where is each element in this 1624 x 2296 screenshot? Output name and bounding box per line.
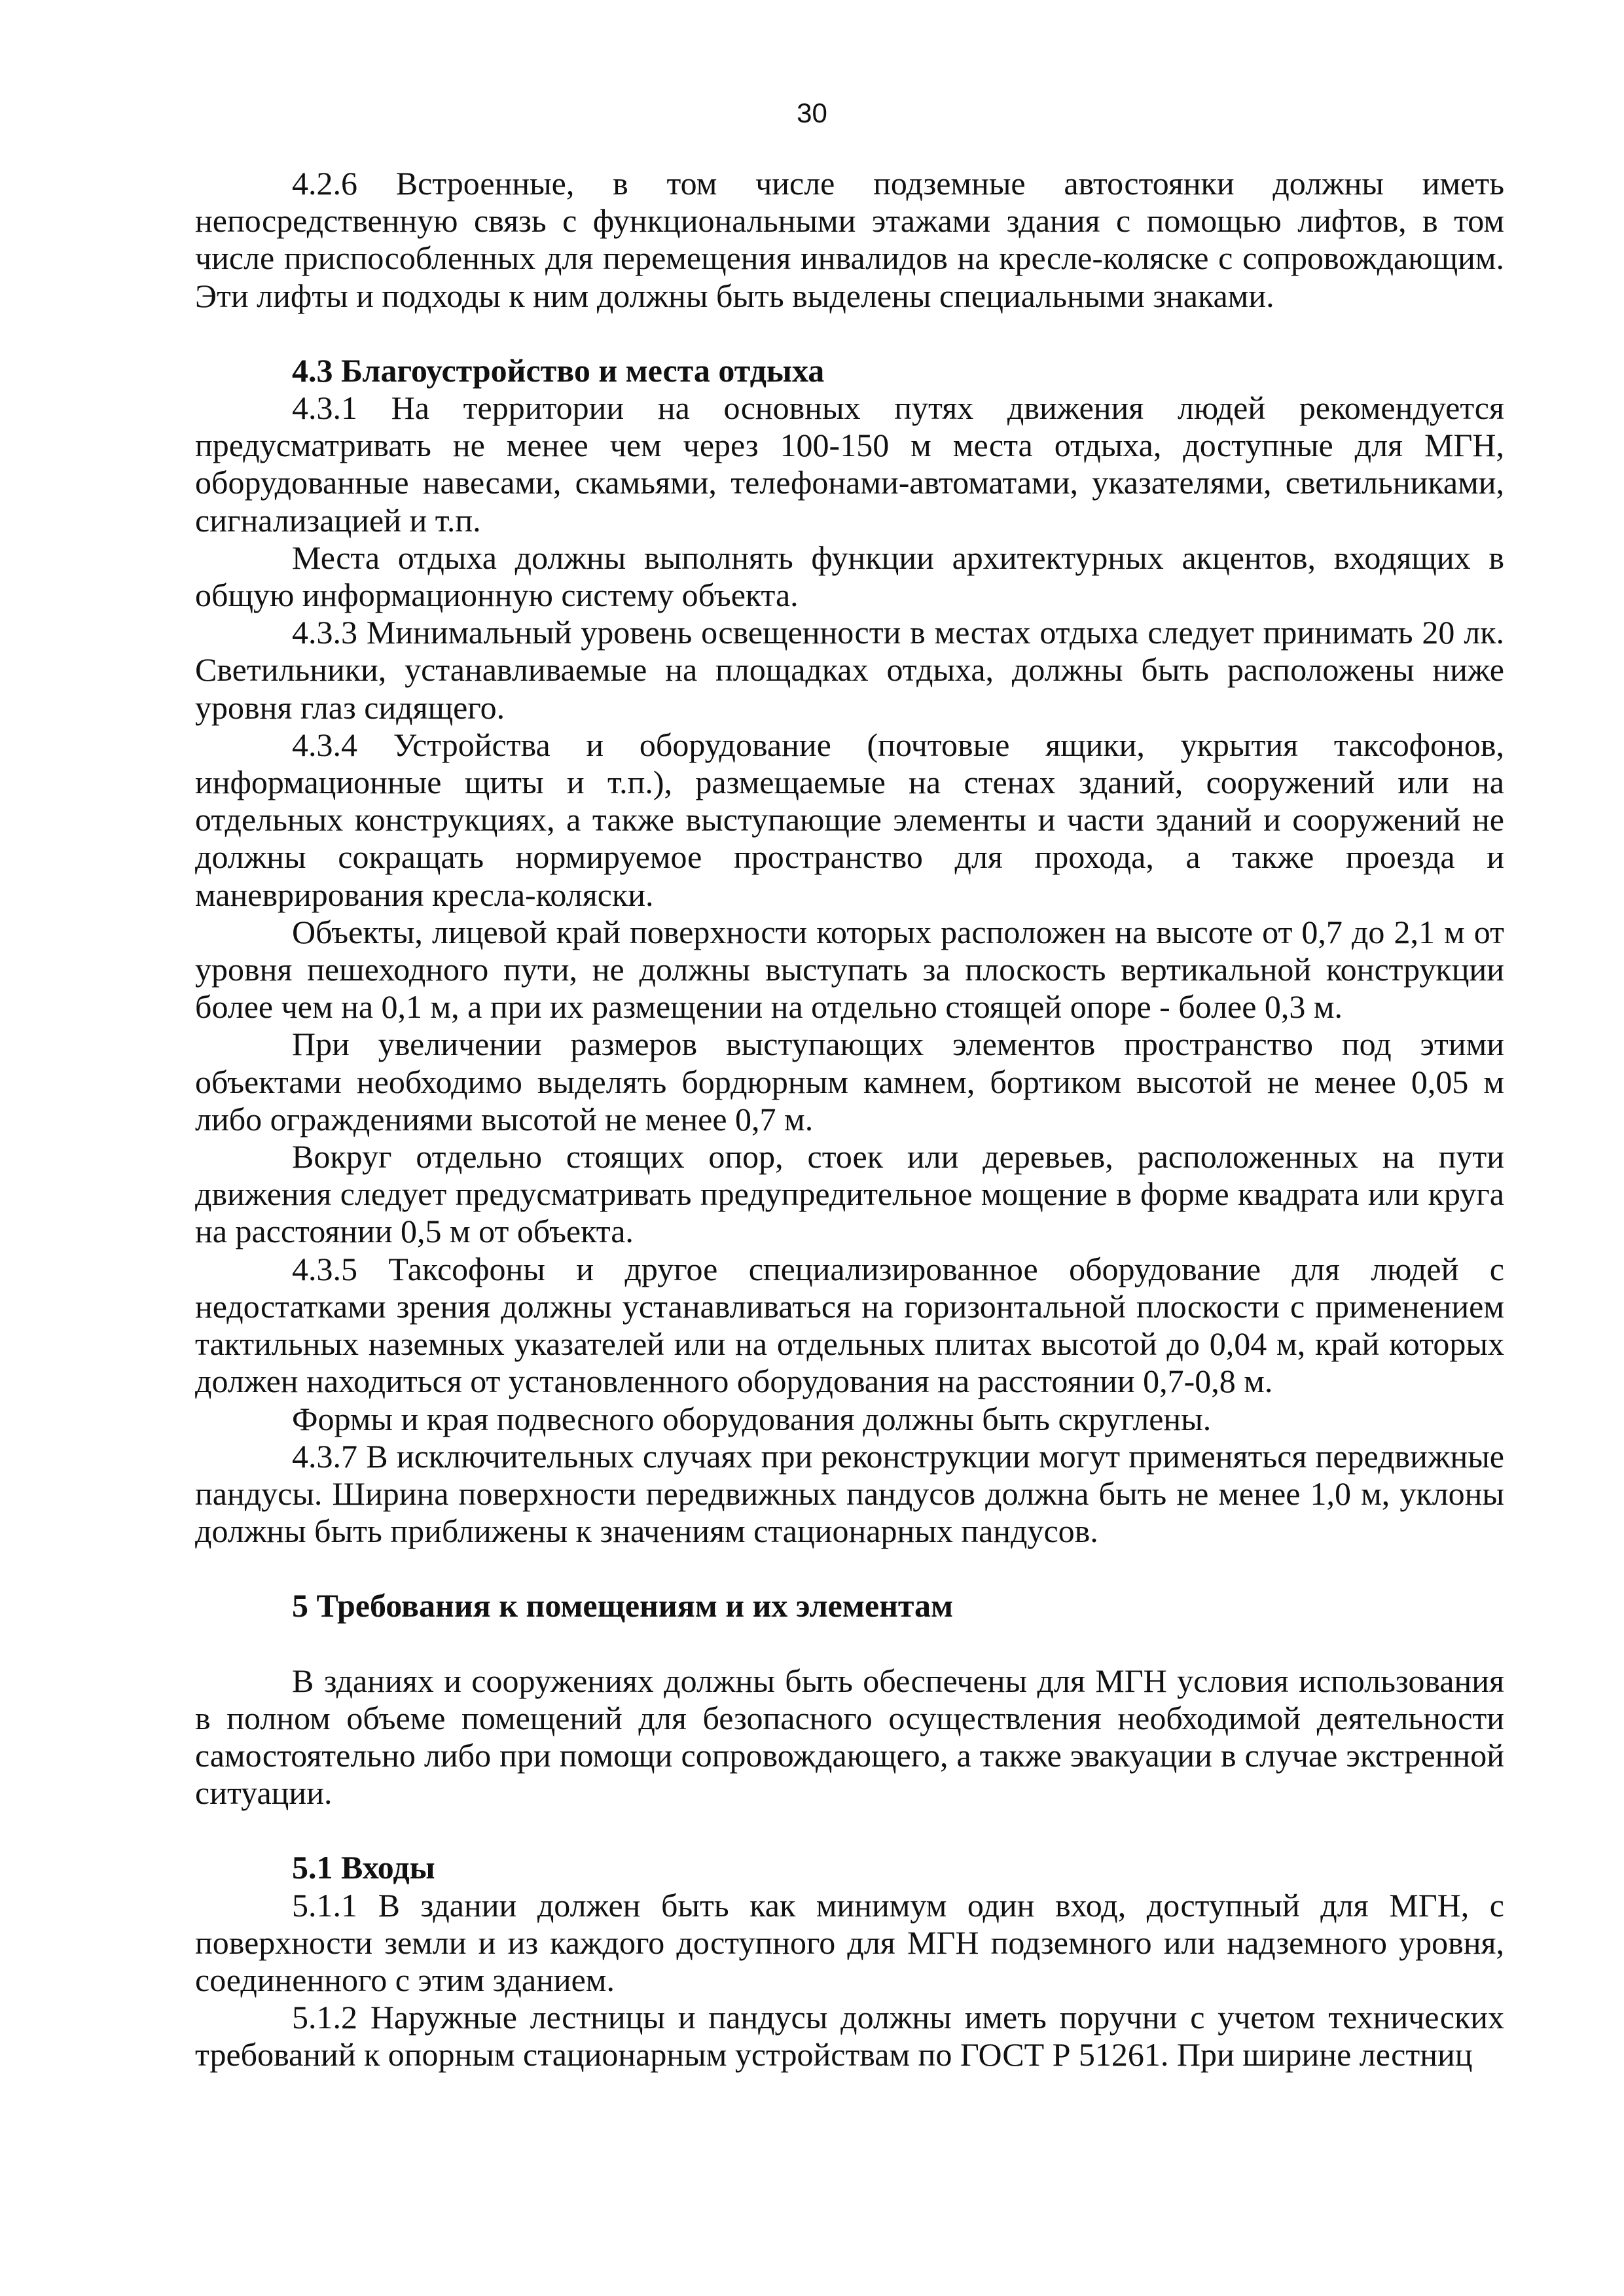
heading-5: 5 Требования к помещениям и их элементам [292,1587,954,1624]
spacer [195,1812,1504,1849]
paragraph-4-3-4-enlarged: При увеличении размеров выступающих элементов пространство под этими объектами необходимо выделять бордюрным камнем, бортиком высотой не менее 0,05 м либо ограждениями высотой не менее 0,7 м. [195,1026,1504,1138]
paragraph-4-2-6: 4.2.6 Встроенные, в том числе подземные автостоянки должны иметь непосредственную связь с функциональными этажами здания с помощью лифтов, в том числе приспособленных для перемещения инвалидов на кресле-коляске с сопровождающим. Эти лифты и подходы к ним должны быть выделены специальными знаками. [195,165,1504,314]
paragraph-5-1-1: 5.1.1 В здании должен быть как минимум один вход, доступный для МГН, с поверхности земли и из каждого доступного для МГН подземного или надземного уровня, соединенного с этим зданием. [195,1886,1504,1998]
paragraph-4-3-3: 4.3.3 Минимальный уровень освещенности в местах отдыха следует принимать 20 лк. Светильники, устанавливаемые на площадках отдыха, должны быть расположены ниже уровня глаз сидящего. [195,614,1504,726]
paragraph-4-3-1-rest-areas: Места отдыха должны выполнять функции архитектурных акцентов, входящих в общую информационную систему объекта. [195,539,1504,614]
paragraph-4-3-4-objects: Объекты, лицевой край поверхности которых расположен на высоте от 0,7 до 2,1 м от уровня пешеходного пути, не должны выступать за плоскость вертикальной конструкции более чем на 0,1 м, а при их размещении на отдельно стоящей опоре - более 0,3 м. [195,913,1504,1026]
page-number: 30 [797,98,827,128]
heading-4-3: 4.3 Благоустройство и места отдыха [292,351,825,389]
paragraph-4-3-5: 4.3.5 Таксофоны и другое специализированное оборудование для людей с недостатками зрения должны устанавливаться на горизонтальной плоскости с применением тактильных наземных указателей или на отдельных плитах высотой до 0,04 м, край которых должен находиться от установленного оборудования на расстоянии 0,7-0,8 м. [195,1250,1504,1400]
spacer [195,1550,1504,1587]
paragraph-4-3-7: 4.3.7 В исключительных случаях при реконструкции могут применяться передвижные пандусы. Ширина поверхности передвижных пандусов должна быть не менее 1,0 м, уклоны должны быть приближены к значениям стационарных пандусов. [195,1437,1504,1550]
document-body [195,165,1504,2074]
paragraph-4-3-4: 4.3.4 Устройства и оборудование (почтовые ящики, укрытия таксофонов, информационные щиты и т.п.), размещаемые на стенах зданий, сооружений или на отдельных конструкциях, а также выступающие элементы и части зданий и сооружений не должны сокращать нормируемое пространство для прохода, а также проезда и маневрирования кресла-коляски. [195,726,1504,913]
paragraph-4-3-5-hanging: Формы и края подвесного оборудования должны быть скруглены. [292,1400,1212,1437]
paragraph-5-intro: В зданиях и сооружениях должны быть обеспечены для МГН условия использования в полном объеме помещений для безопасного осуществления необходимой деятельности самостоятельно либо при помощи сопровождающего, а также эвакуации в случае экстренной ситуации. [195,1662,1504,1812]
heading-5-1: 5.1 Входы [292,1849,435,1886]
spacer [195,315,1504,352]
paragraph-4-3-1: 4.3.1 На территории на основных путях движения людей рекомендуется предусматривать не менее чем через 100-150 м места отдыха, доступные для МГН, оборудованные навесами, скамьями, телефонами-автоматами, указателями, светильниками, сигнализацией и т.п. [195,389,1504,539]
spacer [195,1625,1504,1662]
paragraph-5-1-2: 5.1.2 Наружные лестницы и пандусы должны иметь поручни с учетом технических требований к опорным стационарным устройствам по ГОСТ Р 51261. При ширине лестниц [195,1999,1504,2073]
paragraph-4-3-4-supports: Вокруг отдельно стоящих опор, стоек или деревьев, расположенных на пути движения следует предусматривать предупредительное мощение в форме квадрата или круга на расстоянии 0,5 м от объекта. [195,1138,1504,1250]
